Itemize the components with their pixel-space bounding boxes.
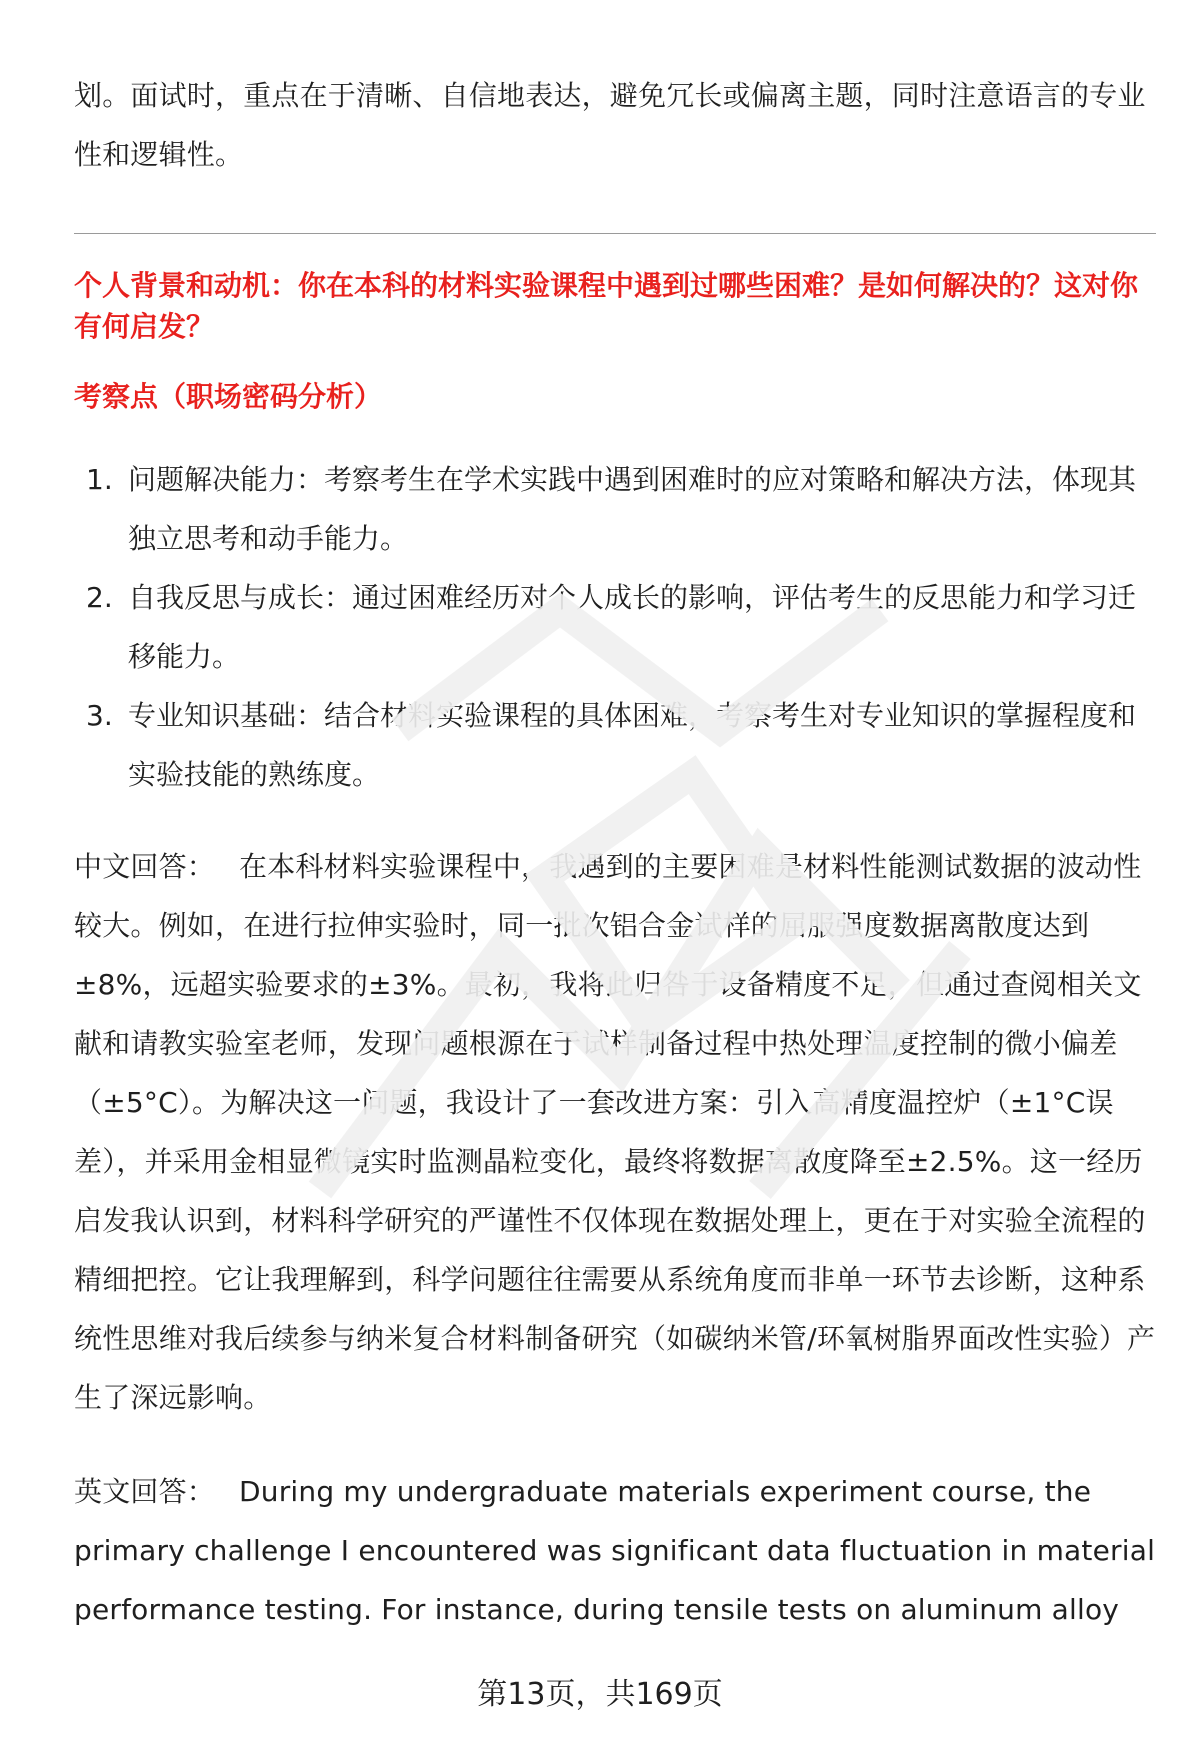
intro-paragraph: 划。面试时，重点在于清晰、自信地表达，避免冗长或偏离主题，同时注意语言的专业性和逻辑性。 (74, 79, 1146, 171)
english-answer-label: 英文回答： (74, 1475, 216, 1508)
page-number: 第13页，共169页 (477, 1677, 723, 1712)
list-item-text: 专业知识基础：结合材料实验课程的具体困难，考察考生对专业知识的掌握程度和实验技能的熟练度。 (128, 699, 1137, 791)
english-answer-paragraph (74, 1462, 1156, 1639)
chinese-answer-label: 中文回答： (74, 850, 216, 883)
chinese-answer-paragraph (74, 837, 1156, 1427)
list-item-text: 自我反思与成长：通过困难经历对个人成长的影响，评估考生的反思能力和学习迁移能力。 (128, 581, 1137, 673)
list-item-number: 2. (86, 581, 113, 614)
document-page (74, 0, 1156, 1755)
english-answer-text: During my undergraduate materials experiment course, the primary challenge I encountered was significant data fluctuation in material performance testing. For instance, during tensile tests on aluminum alloy (74, 1475, 1156, 1626)
assessment-points-list (74, 450, 1156, 804)
list-item-text: 问题解决能力：考察考生在学术实践中遇到困难时的应对策略和解决方法，体现其独立思考和动手能力。 (128, 463, 1137, 555)
chinese-answer-text: 在本科材料实验课程中，我遇到的主要困难是材料性能测试数据的波动性较大。例如，在进行拉伸实验时，同一批次铝合金试样的屈服强度数据离散度达到±8%，远超实验要求的±3%。最初，我将此归咎于设备精度不足，但通过查阅相关文献和请教实验室老师，发现问题根源在于试样制备过程中热处理温度控制的微小偏差（±5°C）。为解决这一问题，我设计了一套改进方案：引入高精度温控炉（±1°C误差），并采用金相显微镜实时监测晶粒变化，最终将数据离散度降至±2.5%。这一经历启发我认识到，材料科学研究的严谨性不仅体现在数据处理上，更在于对实验全流程的精细把控。它让我理解到，科学问题往往需要从系统角度而非单一环节去诊断，这种系统性思维对我后续参与纳米复合材料制备研究（如碳纳米管/环氧树脂界面改性实验）产生了深远影响。 (74, 850, 1156, 1414)
list-item (74, 686, 1156, 804)
list-item-number: 1. (86, 463, 113, 496)
list-item (74, 450, 1156, 568)
assessment-points-heading: 考察点（职场密码分析） (74, 380, 383, 413)
list-item-number: 3. (86, 699, 113, 732)
question-heading: 个人背景和动机：你在本科的材料实验课程中遇到过哪些困难？是如何解决的？这对你有何启发？ (74, 269, 1139, 343)
section-divider (74, 233, 1156, 234)
list-item (74, 568, 1156, 686)
